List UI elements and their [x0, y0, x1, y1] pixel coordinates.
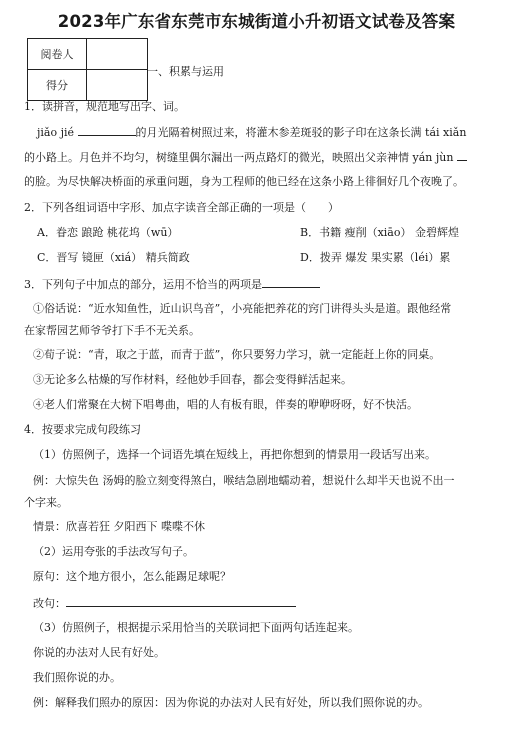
q4-sentence-1: 你说的办法对人民有好处。 [33, 646, 165, 659]
q1-line-3: 的脸。为尽快解决桥面的承重问题，身为工程师的他已经在这条小路上徘徊好几个夜晚了。 [24, 175, 464, 188]
q1-text-2: 的小路上。月色并不均匀，树缝里偶尔漏出一两点路灯的微光，映照出父亲神情 yán jùn [24, 151, 454, 164]
q3-blank[interactable] [262, 277, 320, 288]
q1-line-2 [24, 150, 499, 165]
q4-example-1b: 个字来。 [24, 496, 68, 509]
q4-part-2: （2）运用夸张的手法改写句子。 [33, 545, 194, 558]
q4-stem: 4．按要求完成句段练习 [24, 423, 141, 436]
q1-pinyin-1: jiǎo jié [37, 126, 75, 139]
q4-rewrite-blank[interactable] [66, 596, 296, 607]
q4-rewrite-label: 改句： [33, 597, 66, 610]
reviewer-label: 阅卷人 [28, 39, 87, 70]
q3-option-1b: 在家帮园艺师爷爷打下手不无关系。 [24, 324, 200, 337]
q2-option-b: B．书籍 瘦削（xiāo） 金碧辉煌 [300, 226, 459, 239]
q2-stem: 2．下列各组词语中字形、加点字读音全部正确的一项是（ ） [24, 201, 339, 214]
q3-option-1a: ①俗话说：“近水知鱼性，近山识鸟音”，小亮能把养花的窍门讲得头头是道。跟他经常 [33, 302, 452, 315]
q3-option-3: ③无论多么枯燥的写作材料，经他妙手回春，都会变得鲜活起来。 [33, 373, 352, 386]
q4-example-3: 例：解释我们照办的原因：因为你说的办法对人民有好处，所以我们照你说的办。 [33, 696, 429, 709]
q2-option-c: C．晋写 镜匣（xiá） 精兵简政 [37, 251, 190, 264]
score-label: 得分 [28, 70, 87, 101]
q4-example-1a: 例：大惊失色 汤姆的脸立刻变得煞白，喉结急剧地蠕动着，想说什么却半天也说不出一 [33, 474, 455, 487]
q4-original-sentence: 原句：这个地方很小，怎么能踢足球呢？ [33, 570, 231, 583]
q3-stem: 3．下列句子中加点的部分，运用不恰当的两项是 [24, 278, 262, 291]
q3-option-2: ②荀子说：“青，取之于蓝，而青于蓝”，你只要努力学习，就一定能赶上你的同桌。 [33, 348, 441, 361]
q4-part-3: （3）仿照例子，根据提示采用恰当的关联词把下面两句话连起来。 [33, 621, 359, 634]
q1-line-1 [37, 125, 512, 140]
score-table [27, 38, 148, 101]
q4-scene: 情景：欣喜若狂 夕阳西下 喋喋不休 [33, 520, 205, 533]
score-cell[interactable] [87, 70, 148, 101]
reviewer-cell[interactable] [87, 39, 148, 70]
section-title: 一、积累与运用 [147, 65, 224, 78]
q4-sentence-2: 我们照你说的办。 [33, 671, 121, 684]
q4-rewrite-line [33, 596, 508, 611]
q1-stem: 1．读拼音，规范地写出字、词。 [24, 100, 185, 113]
q2-option-a: A．眷恋 踉跄 桃花坞（wū） [37, 226, 179, 239]
page-title: 2023年广东省东莞市东城街道小升初语文试卷及答案 [57, 12, 456, 31]
q1-text-1: 的月光隔着树照过来，将灌木参差斑驳的影子印在这条长满 tái xiǎn [135, 126, 467, 139]
q3-line [24, 277, 499, 292]
q3-option-4: ④老人们常聚在大树下唱粤曲，唱的人有板有眼，伴奏的咿咿呀呀，好不快活。 [33, 398, 418, 411]
q1-blank-1[interactable] [78, 125, 136, 136]
q2-option-d: D．拨弄 爆发 果实累（léi）累 [300, 251, 451, 264]
q1-blank-2[interactable] [457, 150, 467, 161]
q4-part-1: （1）仿照例子，选择一个词语先填在短线上，再把你想到的情景用一段话写出来。 [33, 448, 436, 461]
